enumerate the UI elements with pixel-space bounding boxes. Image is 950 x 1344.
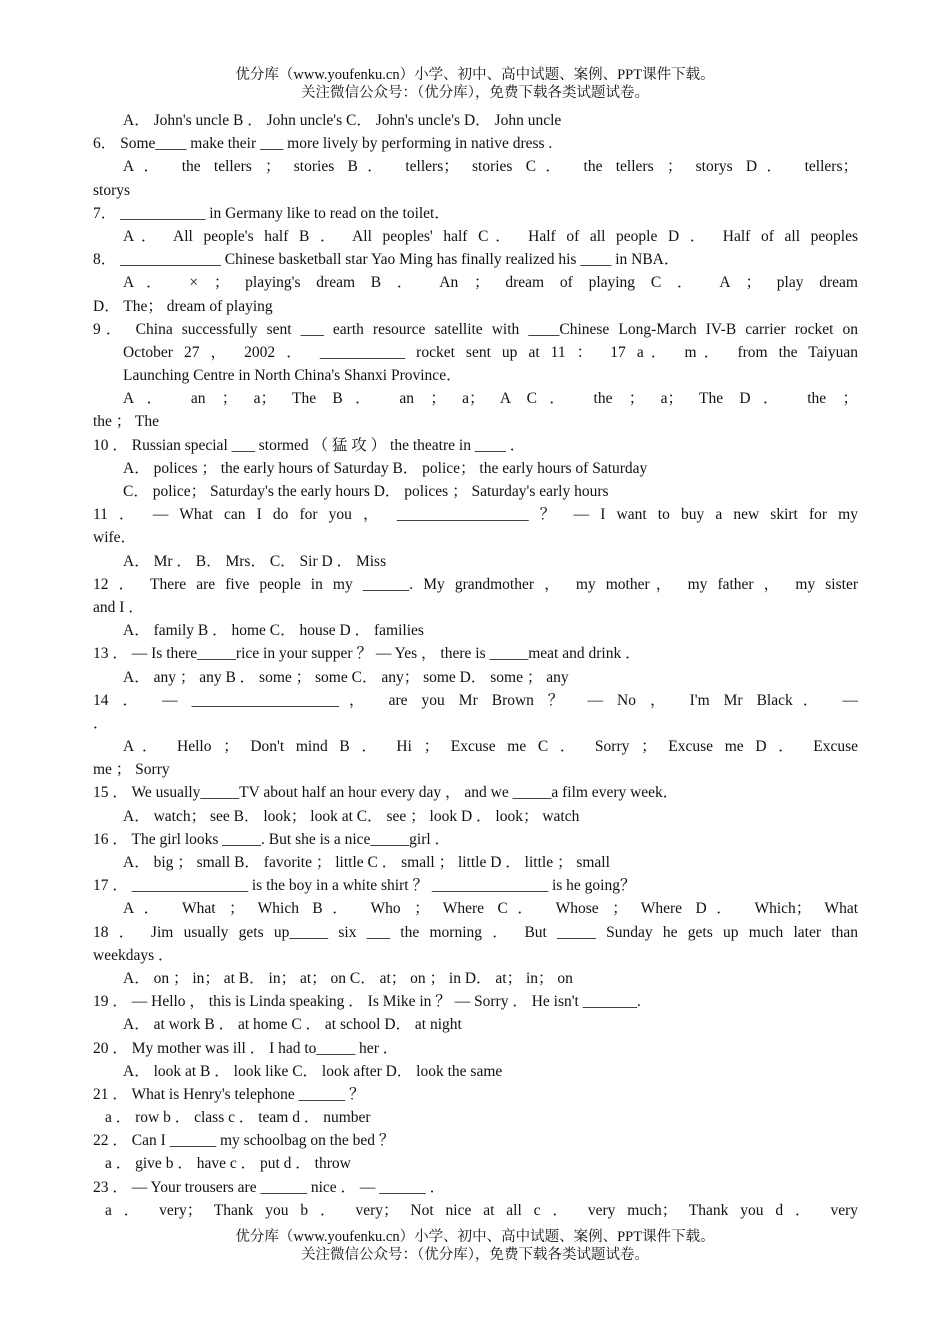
text-line: A． any ； any B ． some ； some C． any； some D． some ； any [123, 668, 569, 686]
text-line: 6． Some____ make their ___ more lively by performing in native dress . [93, 135, 553, 153]
footer-line-2: 关注微信公众号：（优分库），免费下载各类试题试卷。 [301, 1247, 649, 1263]
text-line: storys [93, 181, 131, 199]
header-line-1: 优分库（www.youfenku.cn）小学、初中、高中试题、案例、PPT课件下载。 [235, 67, 715, 83]
text-line: the ； The [93, 413, 160, 431]
text-line: A． the tellers ； stories B． tellers； stories C． the tellers ； storys D． tellers； [123, 158, 858, 176]
text-line: A． look at B ． look like C． look after D． look the same [123, 1062, 503, 1080]
text-line: A． All people's half B ． All peoples' half C． Half of all people D ． Half of all peoples [123, 227, 858, 245]
text-line: A． an ； a； The B． an ； a； A C． the ； a； The D． the ； [123, 390, 858, 408]
text-line: A． Mr ． B． Mrs． C． Sir D ． Miss [123, 552, 387, 570]
text-line: 11 ． — What can I do for you ， _________________ ？ — I want to buy a new skirt for my [93, 506, 858, 524]
text-line: October 27 ， 2002 ． ___________ rocket sent up at 11 ： 17 a． m． from the Taiyuan [123, 343, 858, 361]
text-line: D． The； dream of playing [93, 297, 273, 315]
text-line: 21 ． What is Henry's telephone ______ ？ [93, 1085, 365, 1103]
text-line: A． on ； in； at B． in； at； on C． at； on ； in D． at； in； on [123, 969, 573, 987]
page-footer [0, 1228, 950, 1264]
text-line: A． What ； Which B． Who ； Where C． Whose ； Where D． Which； What [123, 900, 858, 918]
question-list [93, 109, 858, 1222]
text-line: wife． [93, 529, 137, 547]
text-line: A． × ； playing's dream B ． An ； dream of playing C ． A ； play dream [123, 274, 858, 292]
text-line: A． watch； see B． look； look at C． see ； look D ． look； watch [123, 807, 580, 825]
text-line: A． John's uncle B ． John uncle's C． John's uncle's D． John uncle [123, 112, 562, 129]
text-line: 19 ． — Hello ， this is Linda speaking ． Is Mike in ？ — Sorry ． He isn't _______. [93, 993, 641, 1011]
text-line: ． [93, 714, 109, 732]
text-line: me ； Sorry [93, 761, 170, 779]
text-line: 12 ． There are five people in my ______. My grandmother ， my mother， my father ， my sister [93, 575, 858, 593]
text-line: 18 ． Jim usually gets up_____ six ___ the morning ． But _____ Sunday he gets up much later than [93, 923, 858, 941]
text-line: 16 ． The girl looks _____. But she is a nice_____girl ． [93, 830, 451, 848]
text-line: 17 ． _______________ is the boy in a white shirt ？ _______________ is he going？ [93, 877, 636, 895]
text-line: and I ． [93, 598, 144, 616]
text-line: 20 ． My mother was ill ． I had to_____ her ． [93, 1039, 399, 1057]
text-line: 9． China successfully sent ___ earth resource satellite with ____Chinese Long-March IV-B carrier rocket on [93, 320, 858, 338]
text-line: A． polices ； the early hours of Saturday B． police； the early hours of Saturday [123, 459, 648, 477]
text-line: a ． give b ． have c ． put d ． throw [105, 1155, 351, 1173]
page-header [0, 66, 950, 102]
header-line-2: 关注微信公众号：（优分库），免费下载各类试题试卷。 [301, 85, 649, 101]
text-line: A． big ； small B． favorite ； little C ． small ； little D ． little ； small [123, 854, 610, 871]
text-line: 7． ___________ in Germany like to read on the toilet． [93, 204, 450, 222]
text-line: C． police； Saturday's the early hours D． polices ； Saturday's early hours [123, 483, 609, 500]
text-line: A． Hello ； Don't mind B ． Hi ； Excuse me C ． Sorry ； Excuse me D ． Excuse [123, 738, 858, 756]
text-line: a ． row b ． class c ． team d ． number [105, 1109, 371, 1127]
text-line: weekdays ． [93, 946, 174, 964]
text-line: 14 ． — ___________________， are you Mr Brown ？ — No ， I'm Mr Black． — [93, 691, 858, 709]
footer-line-1: 优分库（www.youfenku.cn）小学、初中、高中试题、案例、PPT课件下载。 [235, 1229, 715, 1245]
text-line: A． at work B ． at home C ． at school D． at night [123, 1016, 462, 1034]
text-line: 13 ． — Is there_____rice in your supper ？ — Yes ， there is _____meat and drink ． [93, 645, 641, 663]
text-line: 22 ． Can I ______ my schoolbag on the bed ？ [93, 1132, 395, 1150]
text-line: A． family B ． home C． house D ． families [123, 622, 424, 640]
text-line: 15 ． We usually_____TV about half an hour every day ， and we _____a film every week． [93, 784, 679, 802]
text-line: 23 ． — Your trousers are ______ nice ． — ______ ． [93, 1178, 446, 1196]
text-line: Launching Centre in North China's Shanxi Province． [123, 367, 462, 385]
text-line: 8． _____________ Chinese basketball star Yao Ming has finally realized his ____ in NBA． [93, 251, 680, 269]
text-line: 10 ． Russian special ___ stormed （ 猛 攻 ） the theatre in ____ ． [93, 436, 526, 454]
text-line: a ． very； Thank you b ． very； Not nice at all c ． very much； Thank you d ． very [105, 1201, 858, 1219]
